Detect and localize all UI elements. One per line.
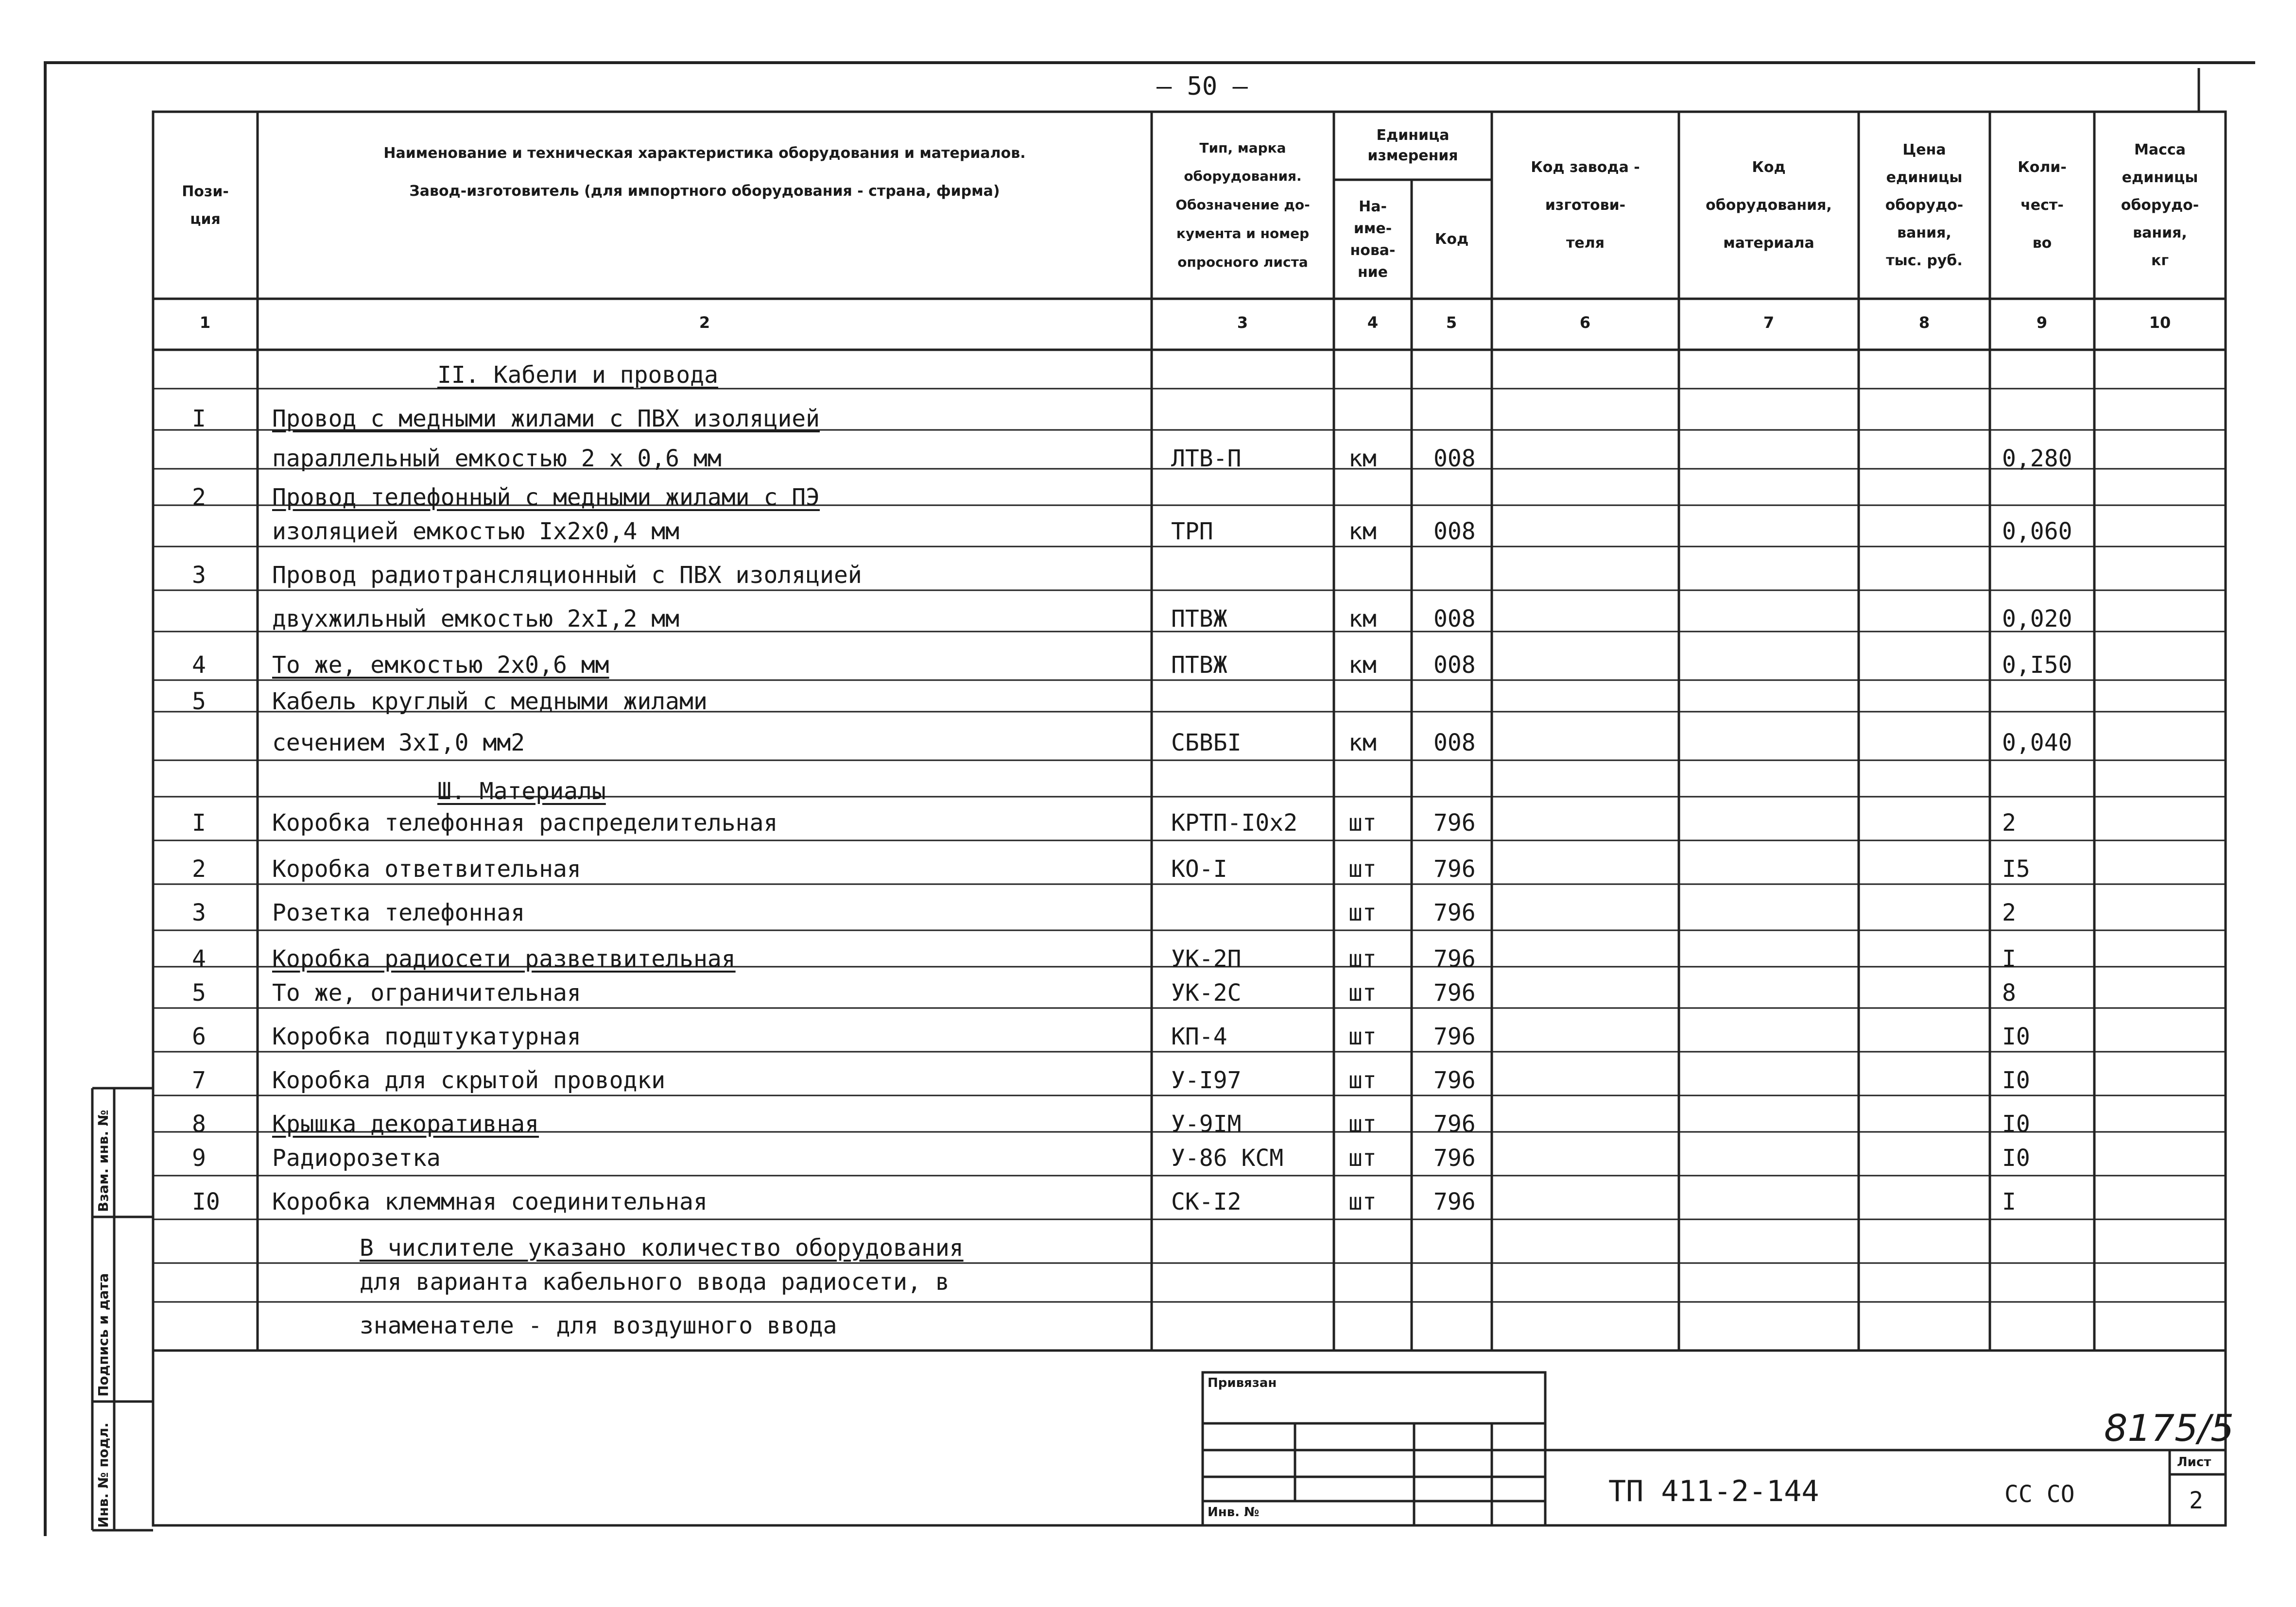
stamp-inv-no: Инв. №: [1208, 1505, 1260, 1520]
row-unit-code: 008: [1433, 445, 1476, 472]
header-price: Цена единицы оборудо- вания, тыс. руб.: [1885, 141, 1964, 269]
row-name: Коробка для скрытой проводки: [272, 1067, 666, 1094]
row-name: Провод телефонный с медными жилами с ПЭ: [272, 484, 820, 511]
row-quantity: I0: [2002, 1145, 2030, 1172]
stamp-sheet-label: Лист: [2177, 1455, 2211, 1470]
row-type: УК-2П: [1171, 945, 1242, 973]
row-quantity: I0: [2002, 1111, 2030, 1138]
row-unit-code: 796: [1433, 1067, 1476, 1094]
header-equipment-code: Код оборудования, материала: [1706, 158, 1832, 252]
row-quantity: 0,020: [2002, 605, 2072, 633]
row-type: ПТВЖ: [1171, 651, 1227, 679]
page-number: – 50 –: [1157, 72, 1248, 101]
row-position: 4: [192, 945, 206, 973]
row-position: 7: [192, 1067, 206, 1094]
stamp-privyazan: Привязан: [1208, 1376, 1277, 1390]
row-position: I: [192, 405, 206, 432]
row-type: КРТП-I0х2: [1171, 809, 1298, 837]
row-name: Провод с медными жилами с ПВХ изоляцией: [272, 405, 820, 432]
header-unit-code: Код: [1434, 231, 1469, 248]
stamp-sheet-number: 2: [2189, 1487, 2203, 1514]
row-unit-code: 008: [1433, 651, 1476, 679]
row-name: Коробка подштукатурная: [272, 1023, 581, 1050]
column-number: 10: [2149, 313, 2171, 332]
row-position: 9: [192, 1145, 206, 1172]
header-type: Тип, марка оборудования. Обозначение до- кумента и номер опросного листа: [1175, 139, 1310, 270]
header-quantity: Коли- чест- во: [2018, 158, 2067, 252]
row-quantity: I5: [2002, 855, 2030, 883]
row-name: Коробка клеммная соединительная: [272, 1188, 708, 1215]
row-name: двухжильный емкостью 2хI,2 мм: [272, 605, 680, 633]
row-unit-code: 796: [1433, 855, 1476, 883]
row-unit: шт: [1348, 1188, 1377, 1215]
row-unit-code: 796: [1433, 899, 1476, 926]
row-position: I: [192, 809, 206, 837]
row-name: сечением 3хI,0 мм2: [272, 729, 525, 756]
row-unit: шт: [1348, 945, 1377, 973]
row-quantity: 8: [2002, 979, 2016, 1007]
row-unit-code: 796: [1433, 1023, 1476, 1050]
column-number: 3: [1237, 313, 1248, 332]
row-unit-code: 008: [1433, 605, 1476, 633]
column-number: 5: [1446, 313, 1457, 332]
row-type: У-9IМ: [1171, 1111, 1242, 1138]
row-name: Коробка радиосети разветвительная: [272, 945, 736, 973]
header-name: Наименование и техническая характеристика оборудования и материалов. Завод-изготовитель (для импортного оборудования - страна, фирма): [383, 145, 1026, 200]
row-unit: шт: [1348, 809, 1377, 837]
column-number: 8: [1918, 313, 1930, 332]
row-unit: шт: [1348, 1067, 1377, 1094]
row-name: изоляцией емкостью Iх2х0,4 мм: [272, 518, 680, 545]
row-quantity: 2: [2002, 809, 2016, 837]
row-unit-code: 008: [1433, 729, 1476, 756]
stamp-doc-code: СС СО: [2004, 1481, 2075, 1508]
row-quantity: I0: [2002, 1023, 2030, 1050]
row-unit: км: [1348, 518, 1377, 545]
row-name: знаменателе - для воздушного ввода: [360, 1312, 837, 1339]
header-mass: Масса единицы оборудо- вания, кг: [2121, 141, 2199, 269]
row-position: 8: [192, 1111, 206, 1138]
row-unit-code: 796: [1433, 979, 1476, 1007]
row-name: То же, ограничительная: [272, 979, 581, 1007]
stamp-project-code: ТП 411-2-144: [1608, 1474, 1819, 1508]
row-unit-code: 796: [1433, 1111, 1476, 1138]
side-label-inv-podl: Инв. № подл.: [95, 1422, 111, 1528]
row-position: 4: [192, 651, 206, 679]
row-quantity: 0,I50: [2002, 651, 2072, 679]
row-name: для варианта кабельного ввода радиосети, в: [360, 1268, 949, 1296]
row-type: ТРП: [1171, 518, 1213, 545]
row-position: 3: [192, 899, 206, 926]
row-type: КО-I: [1171, 855, 1227, 883]
header-unit: Единица измерения: [1367, 127, 1458, 164]
side-label-signature-date: Подпись и дата: [95, 1273, 111, 1397]
row-name: В числителе указано количество оборудования: [360, 1234, 964, 1262]
row-position: 3: [192, 562, 206, 589]
row-unit-code: 008: [1433, 518, 1476, 545]
row-quantity: I: [2002, 945, 2016, 973]
row-unit: км: [1348, 605, 1377, 633]
row-unit: шт: [1348, 1023, 1377, 1050]
row-position: 6: [192, 1023, 206, 1050]
row-quantity: 2: [2002, 899, 2016, 926]
row-type: У-I97: [1171, 1067, 1242, 1094]
row-quantity: 0,040: [2002, 729, 2072, 756]
row-unit: шт: [1348, 1145, 1377, 1172]
column-number: 2: [699, 313, 710, 332]
row-position: I0: [192, 1188, 220, 1215]
row-type: УК-2С: [1171, 979, 1242, 1007]
row-unit: км: [1348, 445, 1377, 472]
row-type: ЛТВ-П: [1171, 445, 1242, 472]
archive-number: 8175/5: [2104, 1406, 2234, 1450]
header-position: Пози- ция: [182, 183, 229, 228]
row-name: II. Кабели и провода: [437, 361, 718, 389]
row-name: параллельный емкостью 2 х 0,6 мм: [272, 445, 722, 472]
row-name: Розетка телефонная: [272, 899, 525, 926]
side-label-vzam-inv: Взам. инв. №: [95, 1110, 111, 1212]
row-unit: км: [1348, 651, 1377, 679]
row-unit: шт: [1348, 899, 1377, 926]
row-type: КП-4: [1171, 1023, 1227, 1050]
row-name: Кабель круглый с медными жилами: [272, 688, 708, 715]
row-quantity: 0,280: [2002, 445, 2072, 472]
row-position: 2: [192, 484, 206, 511]
row-quantity: 0,060: [2002, 518, 2072, 545]
row-unit: шт: [1348, 1111, 1377, 1138]
header-factory-code: Код завода - изготови- теля: [1531, 158, 1640, 252]
row-type: СК-I2: [1171, 1188, 1242, 1215]
row-unit: шт: [1348, 979, 1377, 1007]
row-position: 5: [192, 688, 206, 715]
row-name: Коробка телефонная распределительная: [272, 809, 778, 837]
row-name: То же, емкостью 2х0,6 мм: [272, 651, 609, 679]
row-quantity: I0: [2002, 1067, 2030, 1094]
header-unit-name: На- име- нова- ние: [1350, 198, 1396, 281]
column-number: 4: [1367, 313, 1379, 332]
column-number: 9: [2036, 313, 2048, 332]
column-number: 7: [1763, 313, 1775, 332]
row-type: У-86 КСМ: [1171, 1145, 1284, 1172]
column-number: 6: [1579, 313, 1591, 332]
row-name: Крышка декоративная: [272, 1111, 539, 1138]
row-name: Ш. Материалы: [437, 778, 606, 805]
row-name: Коробка ответвительная: [272, 855, 581, 883]
row-type: СБВБI: [1171, 729, 1242, 756]
row-quantity: I: [2002, 1188, 2016, 1215]
row-unit: км: [1348, 729, 1377, 756]
row-type: ПТВЖ: [1171, 605, 1227, 633]
row-unit-code: 796: [1433, 1188, 1476, 1215]
column-number: 1: [199, 313, 211, 332]
row-unit-code: 796: [1433, 945, 1476, 973]
row-position: 5: [192, 979, 206, 1007]
row-unit-code: 796: [1433, 1145, 1476, 1172]
row-name: Провод радиотрансляционный с ПВХ изоляцией: [272, 562, 862, 589]
row-name: Радиорозетка: [272, 1145, 441, 1172]
row-unit-code: 796: [1433, 809, 1476, 837]
row-unit: шт: [1348, 855, 1377, 883]
row-position: 2: [192, 855, 206, 883]
